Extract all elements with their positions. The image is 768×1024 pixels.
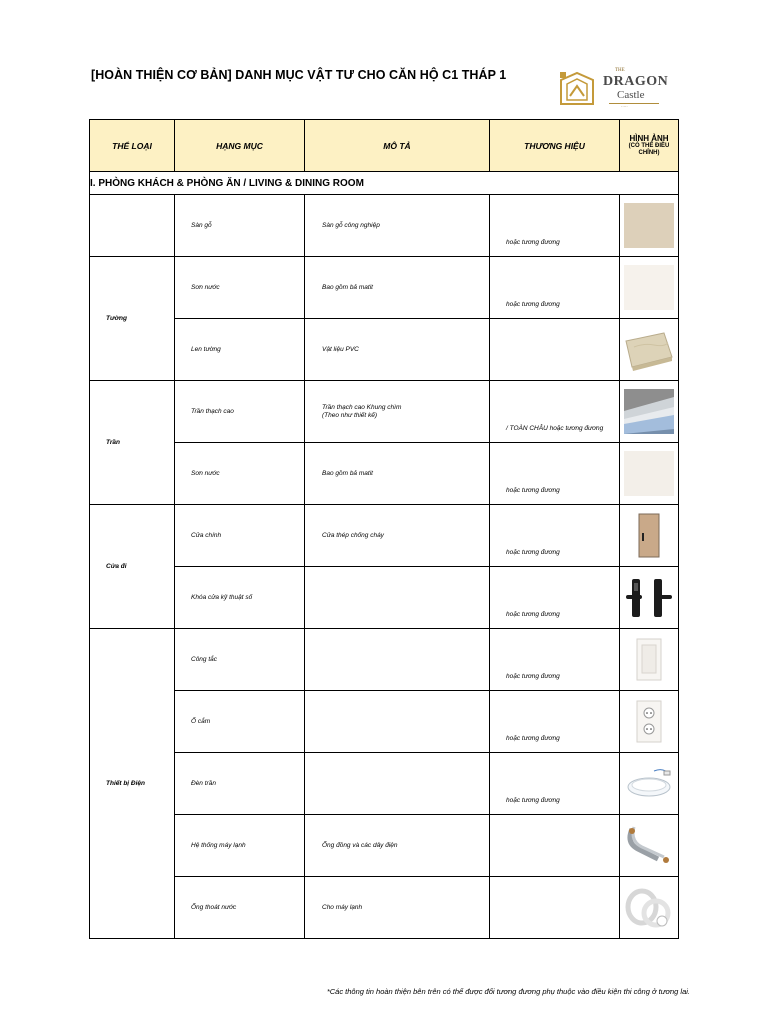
table-row [90, 381, 679, 443]
item-cell: Len tường [175, 319, 305, 381]
description-cell: Cho máy lạnh [305, 877, 490, 939]
brand-cell [490, 877, 620, 939]
brand-cell: hoặc tương đương [490, 691, 620, 753]
image-cell [620, 443, 679, 505]
header-item: HẠNG MỤC [175, 120, 305, 172]
brand-cell: hoặc tương đương [490, 567, 620, 629]
description-cell [305, 381, 490, 443]
white-paint-icon [624, 265, 674, 310]
brand-cell: hoặc tương đương [490, 629, 620, 691]
digital-lock-icon [624, 575, 674, 620]
category-cell: Trần [90, 381, 175, 505]
brand-cell: / TOÀN CHÂU hoặc tương đương [490, 381, 620, 443]
category-cell: Thiết bị Điện [90, 629, 175, 939]
description-line-2: (Theo như thiết kế) [322, 411, 378, 419]
header-image-label: HÌNH ẢNH [629, 134, 669, 143]
pvc-skirting-icon [624, 327, 674, 372]
section-title: I. PHÒNG KHÁCH & PHÒNG ĂN / LIVING & DINING ROOM [90, 172, 679, 195]
brand-cell: hoặc tương đương [490, 257, 620, 319]
materials-table [89, 119, 679, 939]
header-description: MÔ TẢ [305, 120, 490, 172]
logo-dragon: DRAGON [603, 74, 669, 89]
image-cell [620, 691, 679, 753]
drain-pipe-icon [624, 885, 674, 930]
copper-pipe-icon [624, 823, 674, 868]
header-image [620, 120, 679, 172]
table-row [90, 257, 679, 319]
logo-divider [609, 103, 659, 104]
image-cell [620, 505, 679, 567]
image-cell [620, 567, 679, 629]
description-cell [305, 629, 490, 691]
image-cell [620, 753, 679, 815]
brand-cell: hoặc tương đương [490, 443, 620, 505]
item-cell: Công tắc [175, 629, 305, 691]
brand-cell: hoặc tương đương [490, 505, 620, 567]
image-cell [620, 629, 679, 691]
image-cell [620, 381, 679, 443]
description-line: Trần thạch cao Khung chìm [322, 403, 402, 411]
table-row [90, 567, 679, 629]
description-cell [305, 691, 490, 753]
wood-floor-icon [624, 203, 674, 248]
description-cell: Cửa thép chống cháy [305, 505, 490, 567]
logo-the: THE [615, 68, 625, 73]
category-cell: Cửa đi [90, 505, 175, 629]
description-cell: Bao gồm bả matit [305, 443, 490, 505]
switch-icon [624, 637, 674, 682]
page-title: [HOÀN THIỆN CƠ BẢN] DANH MỤC VẬT TƯ CHO CĂN HỘ C1 THÁP 1 [91, 68, 507, 82]
item-cell: Sàn gỗ [175, 195, 305, 257]
section-row [90, 172, 679, 195]
header-image-note: (CÓ THỂ ĐIỀU CHỈNH) [628, 143, 670, 156]
logo-castle: Castle [617, 89, 645, 101]
dragon-castle-logo-icon [557, 70, 597, 108]
brand-cell [490, 319, 620, 381]
category-cell: Tường [90, 257, 175, 381]
lam-dong-icon: ····· [621, 104, 628, 109]
table-row [90, 691, 679, 753]
table-row [90, 815, 679, 877]
description-cell: Sàn gỗ công nghiệp [305, 195, 490, 257]
gypsum-board-icon [624, 389, 674, 434]
description-cell [305, 567, 490, 629]
table-header-row [90, 120, 679, 172]
socket-icon [624, 699, 674, 744]
image-cell [620, 877, 679, 939]
footer-note: *Các thông tin hoàn thiện bên trên có thể được đổi tương đương phụ thuộc vào điều kiện thi công ở tương lai. [326, 987, 690, 996]
table-row [90, 629, 679, 691]
item-cell: Hệ thống máy lạnh [175, 815, 305, 877]
ceiling-light-icon [624, 761, 674, 806]
item-cell: Cửa chính [175, 505, 305, 567]
item-cell: Khóa cửa kỹ thuật số [175, 567, 305, 629]
header-category: THỂ LOẠI [90, 120, 175, 172]
description-cell [305, 753, 490, 815]
table-row [90, 195, 679, 257]
table-row [90, 319, 679, 381]
item-cell: Ống thoát nước [175, 877, 305, 939]
description-cell: Vật liệu PVC [305, 319, 490, 381]
image-cell [620, 815, 679, 877]
brand-cell: hoặc tương đương [490, 195, 620, 257]
header-brand: THƯƠNG HIỆU [490, 120, 620, 172]
item-cell: Trần thạch cao [175, 381, 305, 443]
table-row [90, 753, 679, 815]
image-cell [620, 319, 679, 381]
image-cell [620, 195, 679, 257]
door-icon [624, 513, 674, 558]
image-cell [620, 257, 679, 319]
table-row [90, 505, 679, 567]
category-cell [90, 195, 175, 257]
table-row [90, 443, 679, 505]
table-row [90, 877, 679, 939]
item-cell: Đèn trần [175, 753, 305, 815]
item-cell: Ổ cắm [175, 691, 305, 753]
white-paint-icon [624, 451, 674, 496]
brand-cell: hoặc tương đương [490, 753, 620, 815]
description-cell: Ống đồng và các dây điện [305, 815, 490, 877]
brand-cell [490, 815, 620, 877]
item-cell: Sơn nước [175, 443, 305, 505]
logo [557, 68, 677, 110]
item-cell: Sơn nước [175, 257, 305, 319]
description-cell: Bao gồm bả matit [305, 257, 490, 319]
